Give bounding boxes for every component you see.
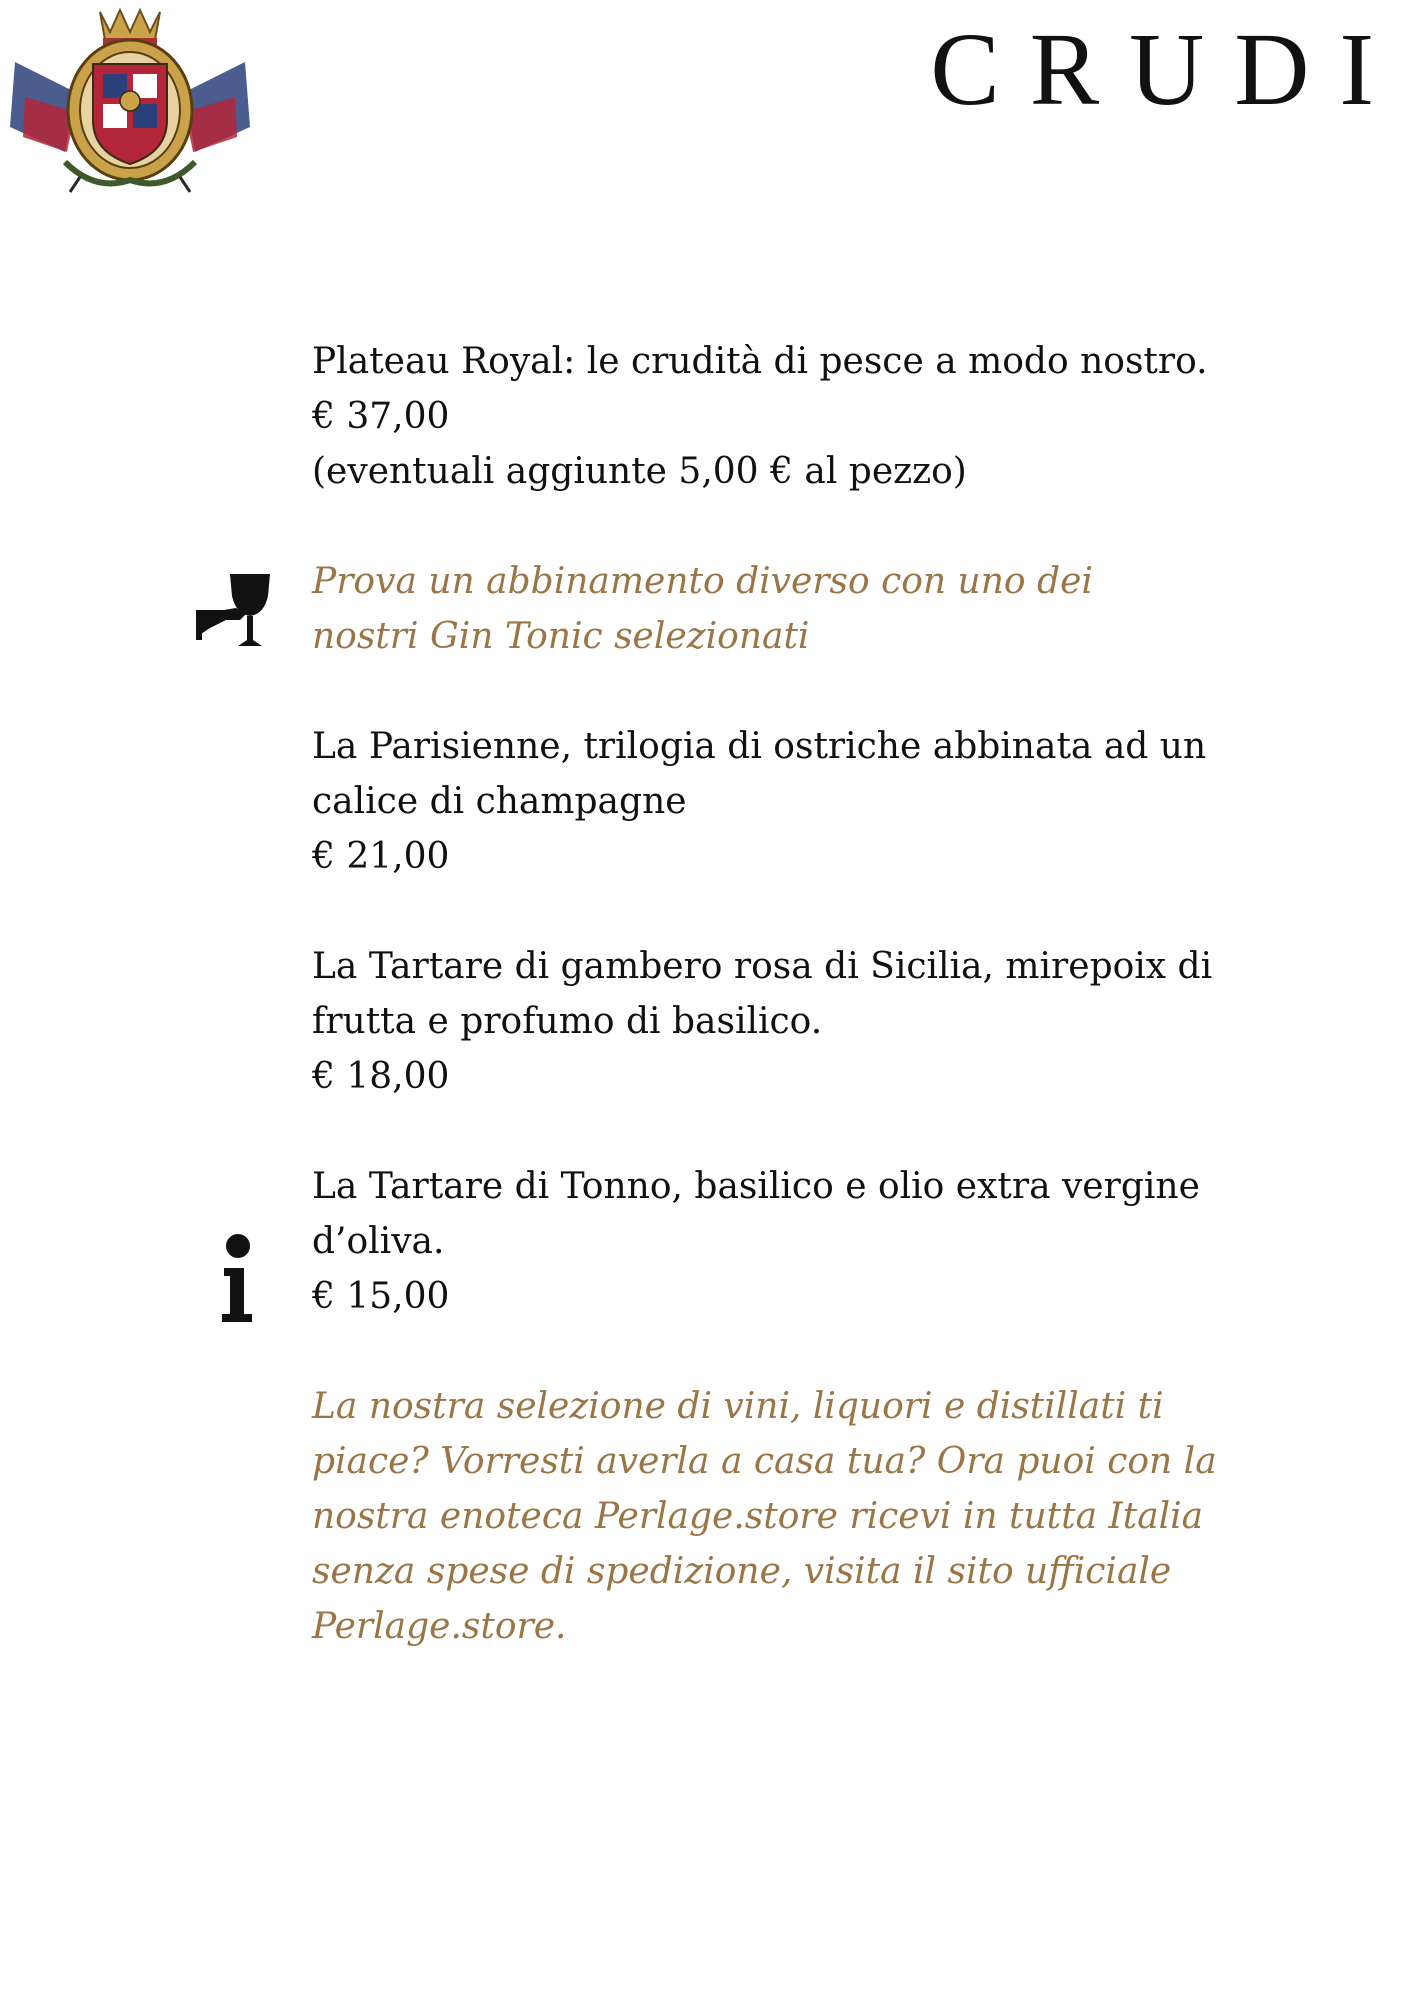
menu-content <box>312 334 1232 1709</box>
item-description: La Tartare di Tonno, basilico e olio extra vergine <box>312 1166 1200 1207</box>
promo-text: La nostra selezione di vini, liquori e distillati ti <box>312 1386 1164 1427</box>
item-description: d’oliva. <box>312 1221 445 1262</box>
item-description: frutta e profumo di basilico. <box>312 1001 823 1042</box>
item-note: (eventuali aggiunte 5,00 € al pezzo) <box>312 451 967 492</box>
menu-item-plateau-royal <box>312 334 1232 499</box>
item-description: Plateau Royal: le crudità di pesce a modo nostro. <box>312 341 1208 382</box>
promo-text: piace? Vorresti averla a casa tua? Ora puoi con la <box>312 1441 1217 1482</box>
crest-logo <box>5 2 255 200</box>
item-price: € 37,00 <box>312 396 450 437</box>
promo-text: Perlage.store. <box>312 1606 567 1647</box>
item-price: € 18,00 <box>312 1056 450 1097</box>
item-price: € 21,00 <box>312 836 450 877</box>
menu-item-tartare-tonno <box>312 1159 1232 1324</box>
menu-item-la-parisienne <box>312 719 1232 884</box>
wine-glass-hand-icon <box>196 570 280 654</box>
info-icon <box>218 1234 258 1324</box>
item-description: calice di champagne <box>312 781 687 822</box>
promo-text: Prova un abbinamento diverso con uno dei <box>312 561 1093 602</box>
page-title: CRUDI <box>930 12 1404 127</box>
promo-perlage-store <box>312 1379 1232 1654</box>
item-price: € 15,00 <box>312 1276 450 1317</box>
item-description: La Tartare di gambero rosa di Sicilia, mirepoix di <box>312 946 1213 987</box>
promo-gin-tonic <box>312 554 1232 664</box>
item-description: La Parisienne, trilogia di ostriche abbinata ad un <box>312 726 1207 767</box>
menu-item-tartare-gambero <box>312 939 1232 1104</box>
promo-text: nostri Gin Tonic selezionati <box>312 616 810 657</box>
promo-text: senza spese di spedizione, visita il sito ufficiale <box>312 1551 1172 1592</box>
promo-text: nostra enoteca Perlage.store ricevi in tutta Italia <box>312 1496 1204 1537</box>
